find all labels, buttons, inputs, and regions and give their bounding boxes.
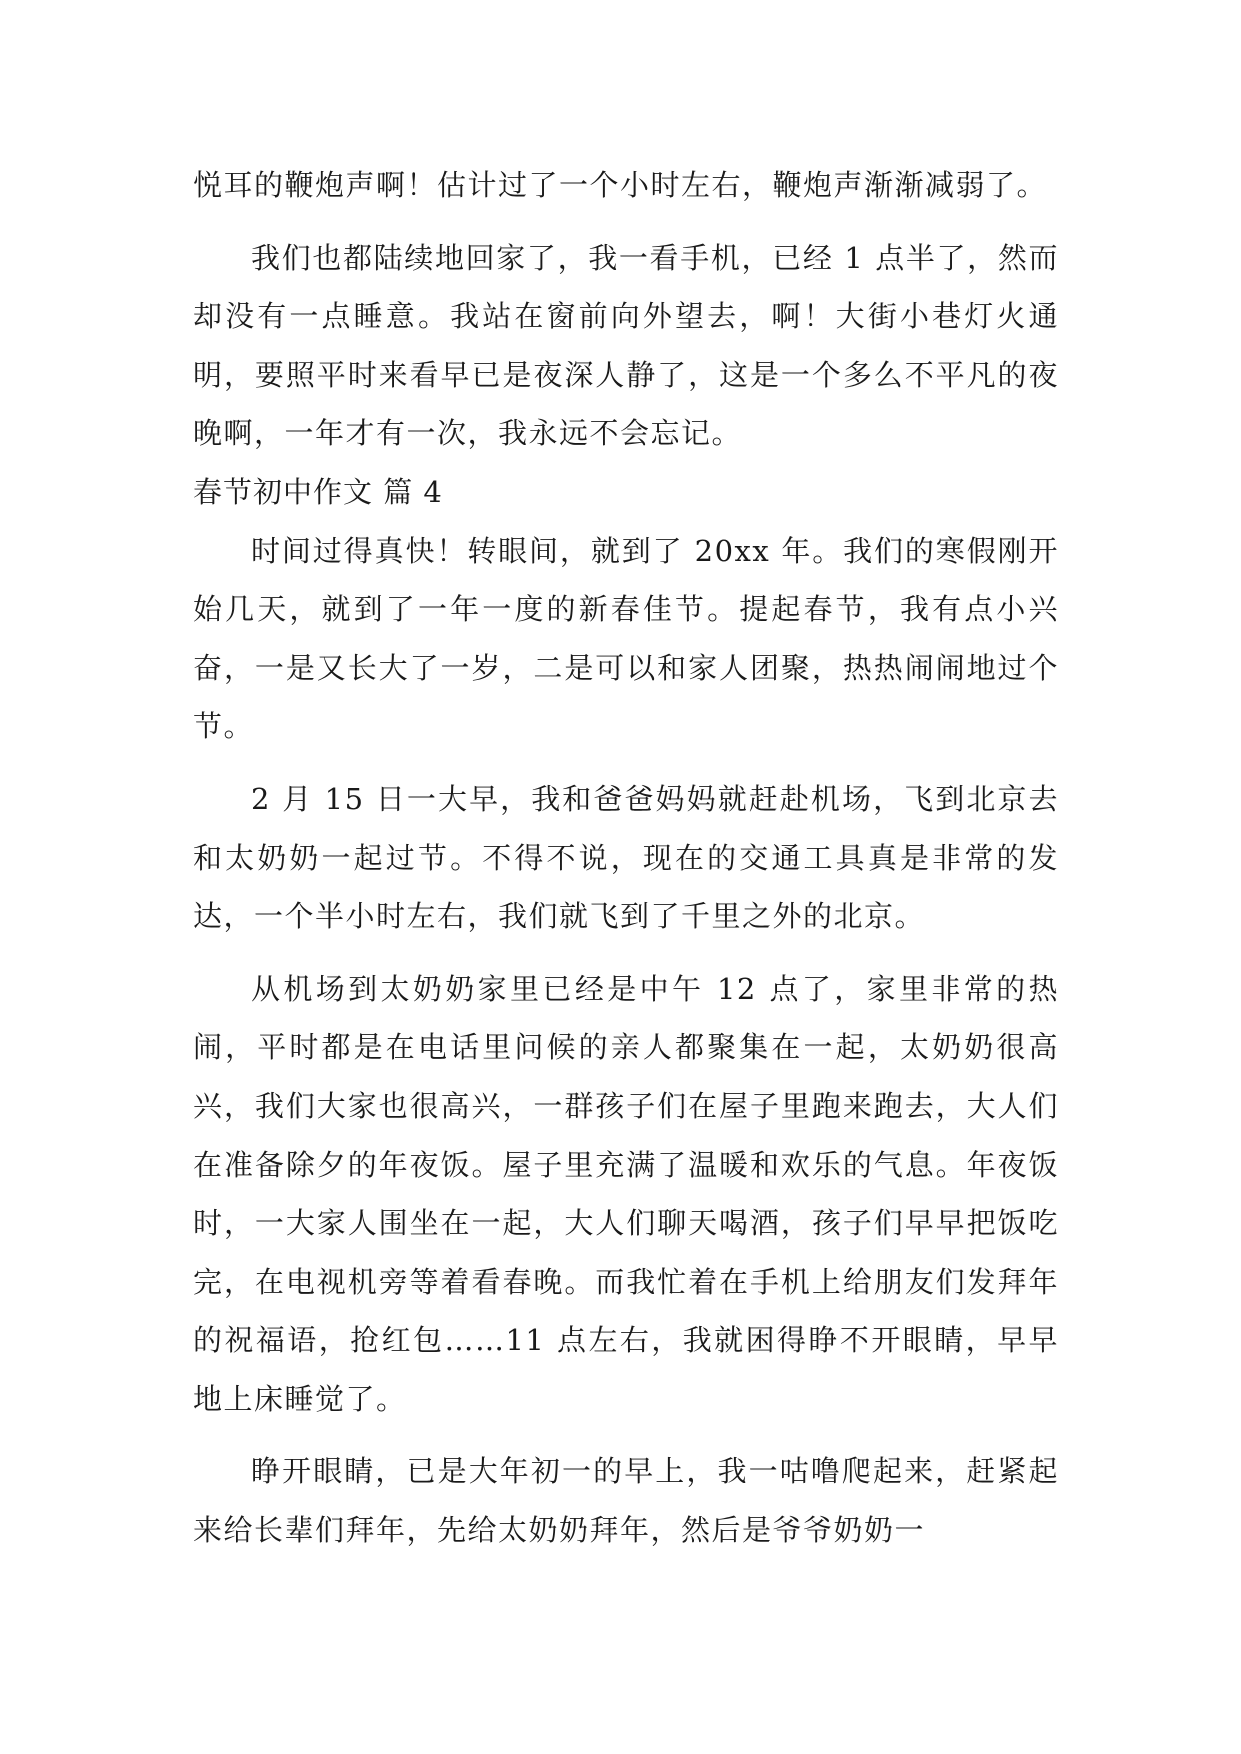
article-body — [193, 156, 1059, 1560]
paragraph: 我们也都陆续地回家了，我一看手机，已经 1 点半了，然而却没有一点睡意。我站在窗前向外望去，啊！大街小巷灯火通明，要照平时来看早已是夜深人静了，这是一个多么不平凡的夜晚啊，一年才有一次，我永远不会忘记。 — [193, 240, 1059, 451]
paragraph: 睁开眼睛，已是大年初一的早上，我一咕噜爬起来，赶紧起来给长辈们拜年，先给太奶奶拜年，然后是爷爷奶奶一 — [193, 1454, 1059, 1548]
paragraph: 2 月 15 日一大早，我和爸爸妈妈就赶赴机场，飞到北京去和太奶奶一起过节。不得不说，现在的交通工具真是非常的发达，一个半小时左右，我们就飞到了千里之外的北京。 — [193, 781, 1059, 934]
paragraph: 时间过得真快！转眼间，就到了 20xx 年。我们的寒假刚开始几天，就到了一年一度的新春佳节。提起春节，我有点小兴奋，一是又长大了一岁，二是可以和家人团聚，热热闹闹地过个节。 — [193, 533, 1059, 744]
paragraph: 从机场到太奶奶家里已经是中午 12 点了，家里非常的热闹，平时都是在电话里问候的亲人都聚集在一起，太奶奶很高兴，我们大家也很高兴，一群孩子们在屋子里跑来跑去，大人们在准备除夕的年夜饭。屋子里充满了温暖和欢乐的气息。年夜饭时，一大家人围坐在一起，大人们聊天喝酒，孩子们早早把饭吃完，在电视机旁等着看春晚。而我忙着在手机上给朋友们发拜年的祝福语，抢红包……11 点左右，我就困得睁不开眼睛，早早地上床睡觉了。 — [193, 971, 1059, 1416]
section-heading: 春节初中作文 篇 4 — [193, 474, 443, 509]
paragraph-continuation: 悦耳的鞭炮声啊！估计过了一个小时左右，鞭炮声渐渐减弱了。 — [193, 168, 1048, 202]
